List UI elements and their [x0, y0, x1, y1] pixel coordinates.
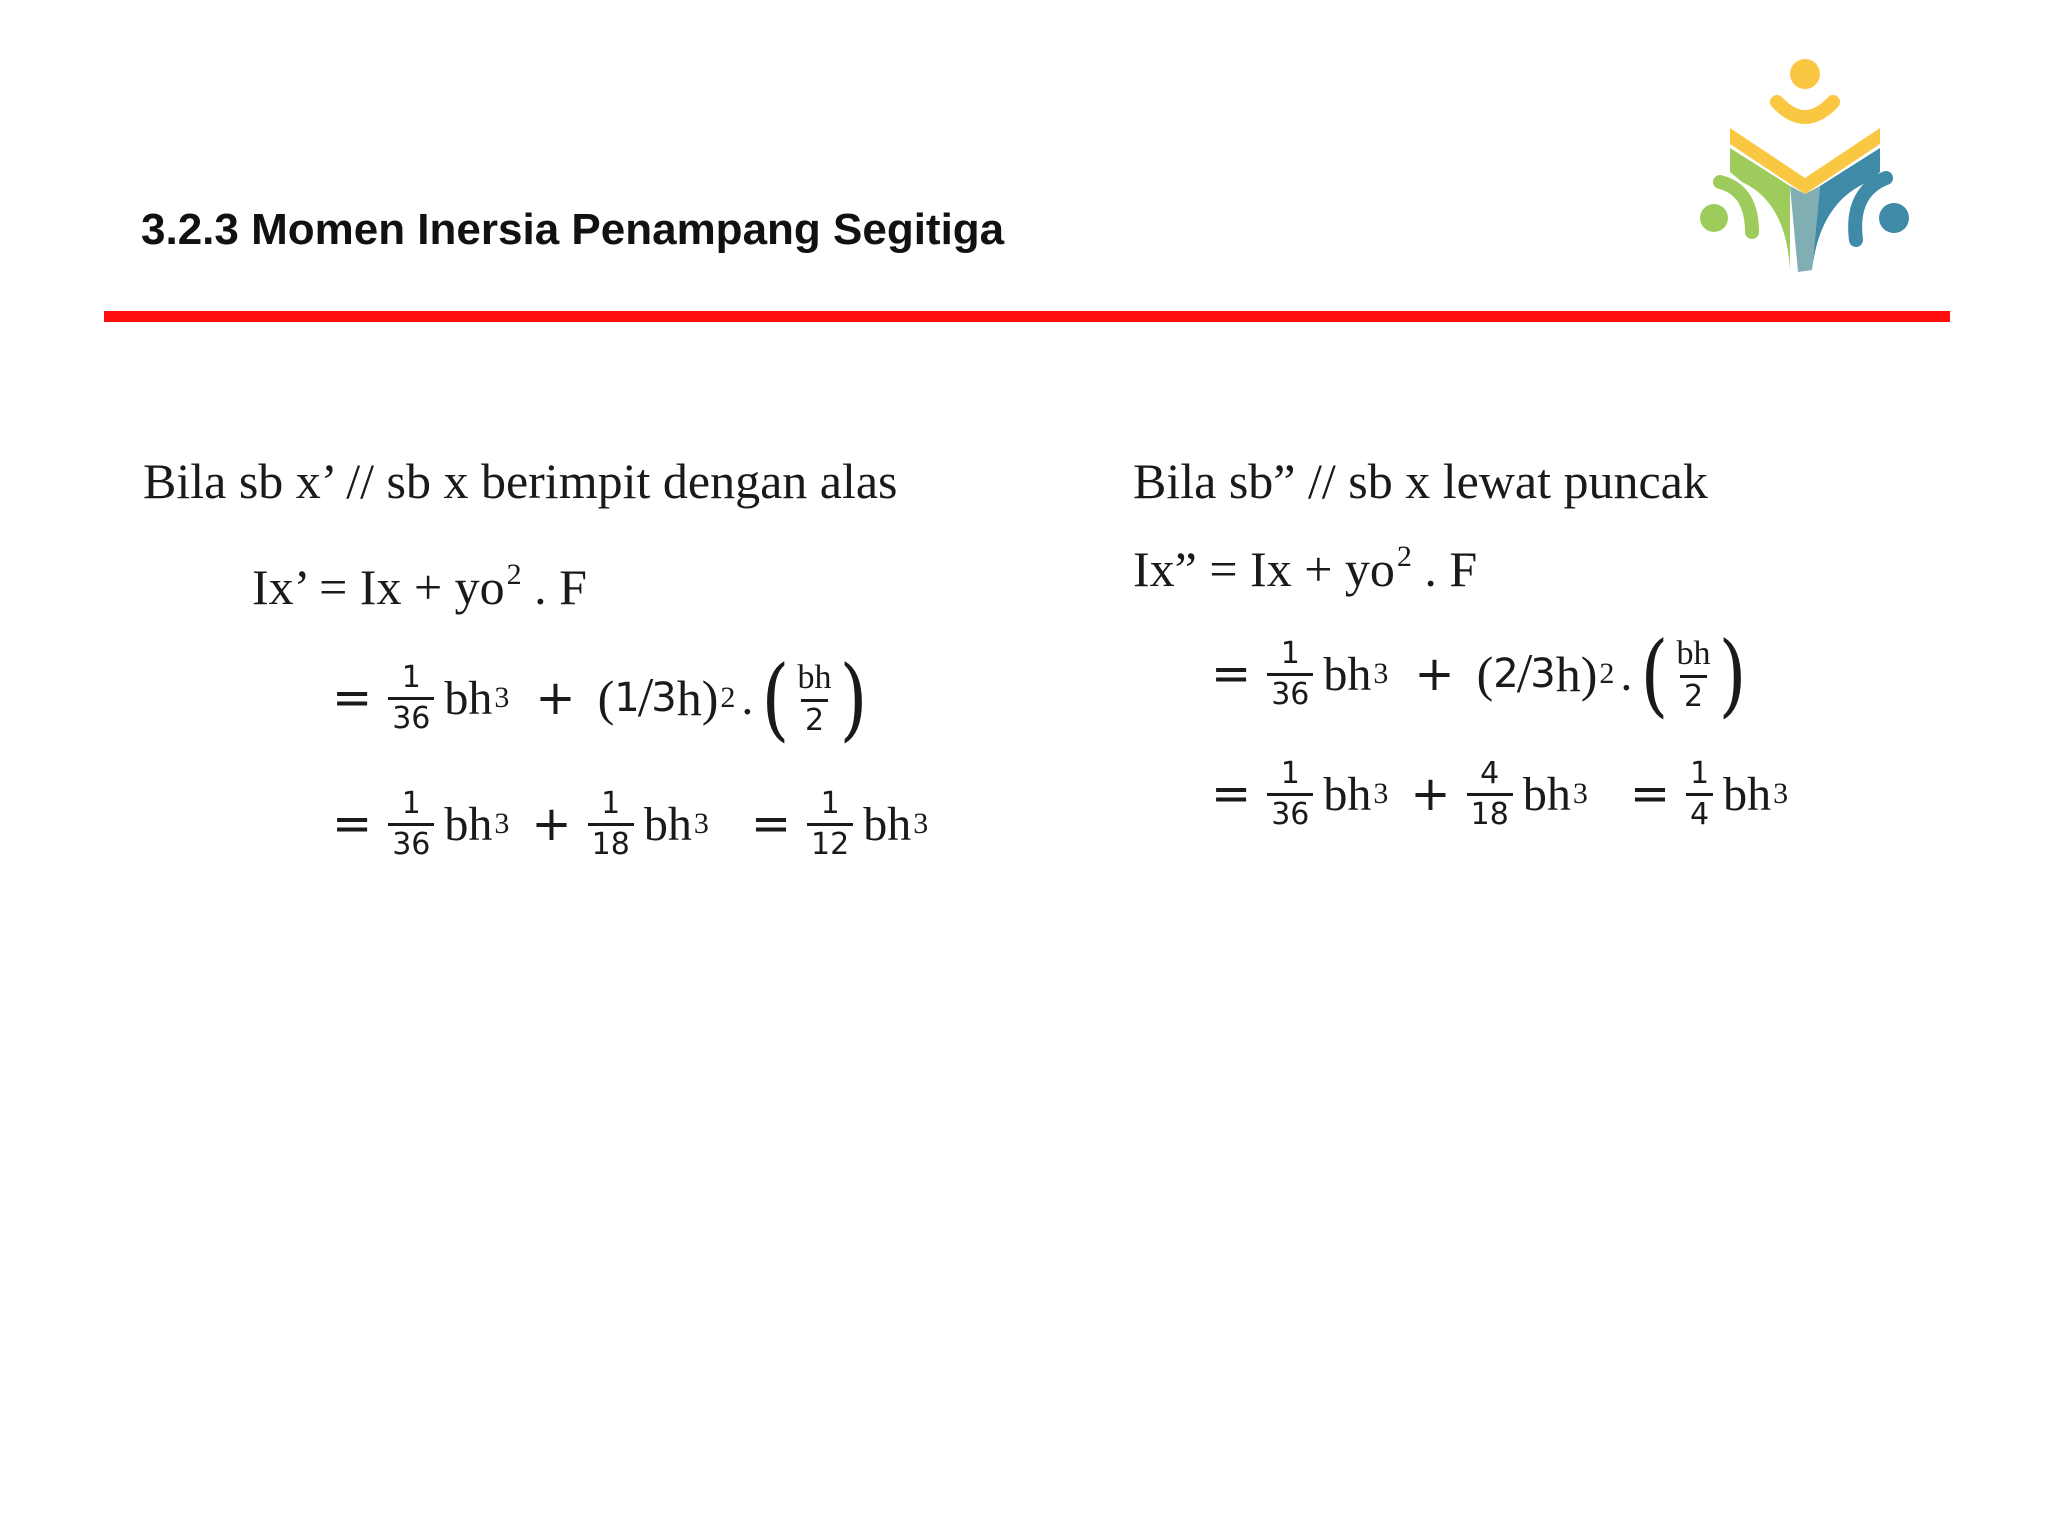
- fraction-numerator: 1: [601, 786, 621, 821]
- bh-term: bh: [1522, 767, 1571, 821]
- h-term: h): [676, 670, 719, 727]
- bh-term: bh: [444, 671, 493, 725]
- open-paren: (: [1476, 646, 1494, 703]
- left-equation-1: [252, 558, 587, 616]
- logo-dot-blue: [1879, 203, 1909, 233]
- equals-sign: =: [332, 796, 373, 852]
- big-open-paren: (: [761, 645, 790, 751]
- equals-sign: =: [1211, 766, 1252, 822]
- left-heading: Bila sb x’ // sb x berimpit dengan alas: [143, 453, 898, 509]
- fraction: [588, 788, 634, 860]
- fraction-denominator: 36: [1267, 793, 1313, 831]
- title-divider: [104, 311, 1950, 322]
- slash: /: [1516, 643, 1533, 706]
- fraction: [1267, 758, 1313, 830]
- right-eq1-exp: 2: [1396, 540, 1412, 573]
- slash-denominator: 3: [651, 675, 677, 722]
- fraction: [388, 662, 434, 734]
- fraction-numerator: 1: [401, 660, 421, 696]
- logo-dot-top: [1790, 59, 1820, 89]
- dot-operator: .: [741, 671, 754, 725]
- right-heading: Bila sb” // sb x lewat puncak: [1133, 453, 1708, 509]
- fraction: [807, 788, 853, 860]
- bh-term: bh: [643, 797, 692, 851]
- fraction: [1673, 636, 1715, 712]
- bh-term: bh: [1323, 647, 1372, 701]
- fraction-numerator: bh: [1676, 635, 1711, 672]
- fraction: [388, 788, 434, 860]
- fraction-numerator: 1: [820, 786, 840, 821]
- slash-denominator: 3: [1530, 651, 1556, 698]
- logo-icon: [1690, 52, 1920, 280]
- slash-numerator: 1: [614, 675, 640, 722]
- big-open-paren: (: [1640, 621, 1669, 727]
- plus-sign: +: [1414, 646, 1455, 703]
- fraction-denominator: 36: [388, 823, 434, 861]
- logo-arc-blue: [1855, 178, 1886, 240]
- fraction-numerator: 1: [401, 786, 421, 821]
- fraction: [1267, 638, 1313, 710]
- logo-arc-top: [1777, 102, 1833, 117]
- logo-stem: [1790, 186, 1820, 272]
- bh-term: bh: [1323, 767, 1372, 821]
- right-equation-1: [1133, 540, 1477, 598]
- left-equation-3: = $\frac{1}{36}$ bh 3 + $\frac{1}{18}$ bh 3 = $\frac{1}{12}$ bh 3: [332, 786, 929, 862]
- fraction-numerator: 4: [1480, 756, 1500, 791]
- right-equation-2: = $\frac{1}{36}$ bh 3 + ( 2 / 3 h) 2 . ( $\frac{bh}{2}$ ): [1211, 621, 1747, 727]
- fraction-denominator: 2: [801, 699, 828, 737]
- fraction-numerator: 1: [1690, 756, 1710, 791]
- fraction: [1686, 758, 1713, 830]
- bh-term: bh: [1723, 767, 1772, 821]
- fraction-denominator: 18: [588, 823, 634, 861]
- fraction-numerator: bh: [797, 659, 832, 696]
- fraction-numerator: 1: [1280, 756, 1300, 791]
- right-equation-3: = $\frac{1}{36}$ bh 3 + $\frac{4}{18}$ bh 3 = $\frac{1}{4}$ bh 3: [1211, 756, 1789, 832]
- left-eq1-tail: . F: [521, 559, 587, 615]
- slash-numerator: 2: [1493, 651, 1519, 698]
- fraction-denominator: 4: [1686, 793, 1713, 831]
- left-equation-2: = $\frac{1}{36}$ bh 3 + ( 1 / 3 h) 2 . ( $\frac{bh}{2}$ ): [332, 645, 868, 751]
- slash: /: [637, 667, 654, 730]
- right-eq1-lhs: Ix” = Ix + yo: [1133, 541, 1395, 597]
- right-eq1-tail: . F: [1411, 541, 1478, 597]
- plus-sign: +: [531, 796, 572, 852]
- fraction-denominator: 12: [807, 823, 853, 861]
- big-close-paren: ): [1718, 621, 1747, 727]
- left-eq1-exp: 2: [506, 558, 522, 591]
- fraction: [794, 660, 836, 736]
- equals-sign: =: [332, 670, 373, 727]
- left-eq1-lhs: Ix’ = Ix + yo: [252, 559, 505, 615]
- fraction-denominator: 18: [1467, 793, 1513, 831]
- plus-sign: +: [535, 670, 576, 727]
- h-term: h): [1555, 646, 1598, 703]
- fraction-denominator: 36: [1267, 673, 1313, 711]
- equals-sign: =: [1211, 646, 1252, 703]
- logo-dot-green: [1700, 204, 1728, 232]
- bh-term: bh: [863, 797, 912, 851]
- slide-title: 3.2.3 Momen Inersia Penampang Segitiga: [141, 205, 1005, 254]
- fraction-denominator: 2: [1680, 675, 1707, 713]
- equals-sign: =: [750, 796, 792, 852]
- equals-sign: =: [1629, 766, 1671, 822]
- fraction: [1467, 758, 1513, 830]
- open-paren: (: [597, 670, 615, 727]
- dot-operator: .: [1620, 647, 1633, 701]
- fraction-numerator: 1: [1280, 636, 1300, 672]
- bh-term: bh: [444, 797, 493, 851]
- fraction-denominator: 36: [388, 697, 434, 735]
- big-close-paren: ): [839, 645, 868, 751]
- plus-sign: +: [1410, 766, 1451, 822]
